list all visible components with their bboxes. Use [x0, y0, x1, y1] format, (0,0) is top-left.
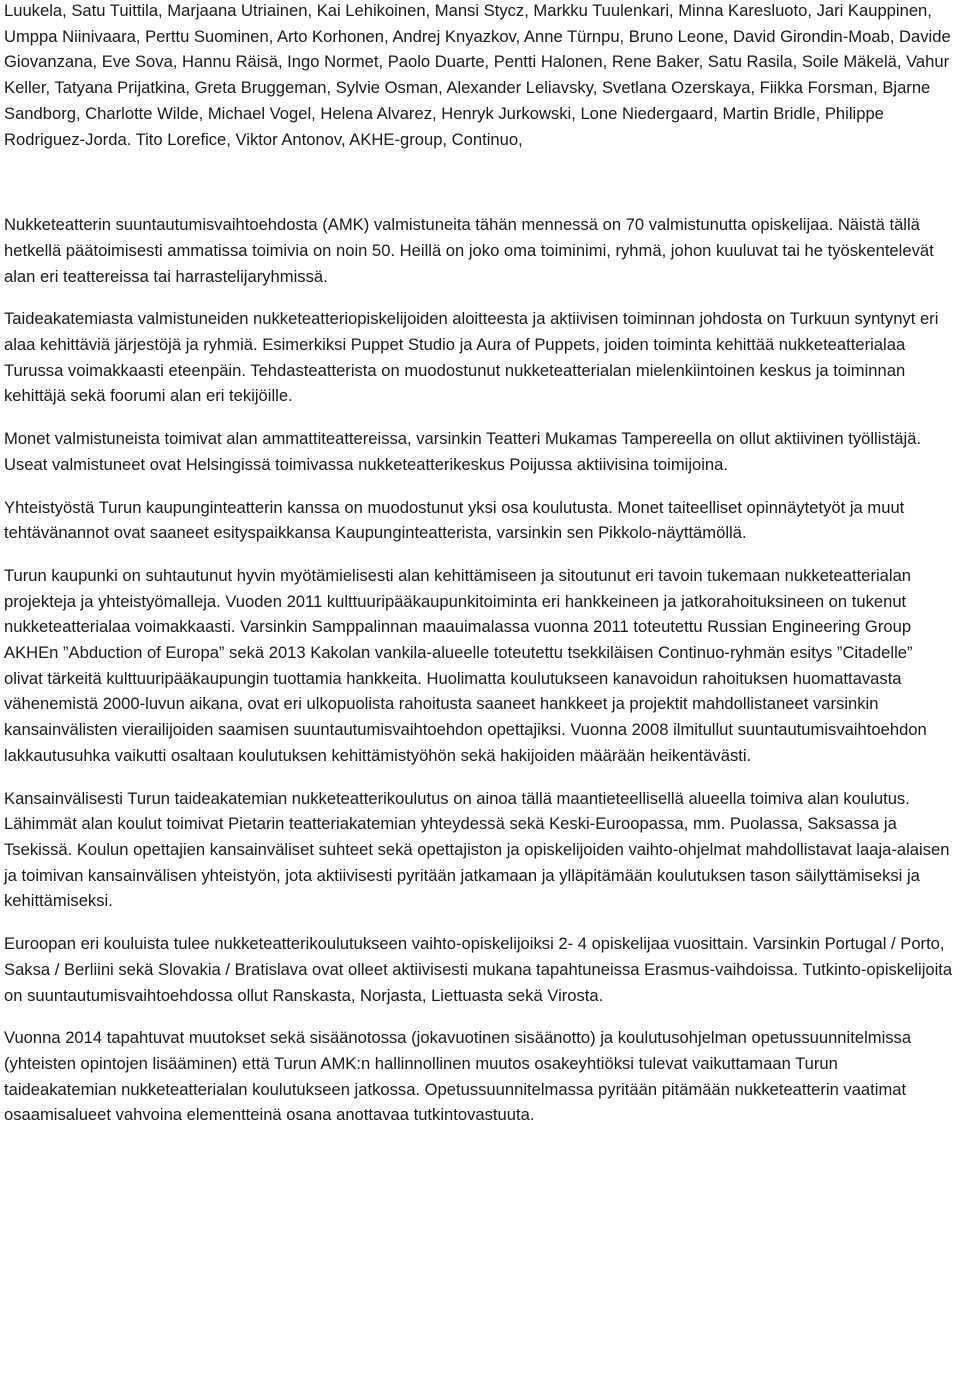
paragraph-gap	[4, 769, 954, 786]
paragraph-gap	[4, 1008, 954, 1025]
paragraph-gap	[4, 914, 954, 931]
paragraph-gap	[4, 478, 954, 495]
city-support-paragraph: Turun kaupunki on suhtautunut hyvin myötämielisesti alan kehittämiseen ja sitoutunut eri tavoin tukemaan nukketeatterialan projekteja ja yhteistyömalleja. Vuoden 2011 kulttuuripääkaupunkitoiminta eri hankkeineen ja jatkorahoituksineen on tukenut nukketeatterialaa voimakkaasti. Varsinkin Samppalinnan maauimalassa vuonna 2011 toteutettu Russian Engineering Group AKHEn ”Abduction of Europa” sekä 2013 Kakolan vankila-alueelle toteutettu tsekkiläisen Continuo-ryhmän esitys ”Citadelle” olivat tärkeitä kulttuuripääkaupungin tuottamia hankkeita. Huolimatta koulutukseen kanavoidun rahoituksen huomattavasta vähenemistä 2000-luvun aikana, ovat eri ulkopuolista rahoitusta saaneet hankkeet ja projektit mahdollistaneet varsinkin kansainvälisten vierailijoiden saamisen suuntautumisvaihtoehdon opettajiksi. Vuonna 2008 ilmitullut suuntautumisvaihtoehdon lakkautusuhka vaikutti osaltaan koulutuksen kehittämistyöhön sekä hakijoiden määrään heikentävästi.	[4, 565, 927, 765]
changes-2014-paragraph: Vuonna 2014 tapahtuvat muutokset sekä sisäänotossa (jokavuotinen sisäänotto) ja koulutusohjelman opetussuunnitelmissa (yhteisten opintojen lisääminen) että Turun AMK:n hallinnollinen muutos osakeyhtiöksi tulevat vaikuttamaan Turun taideakatemian nukketeatterialan koulutukseen jatkossa. Opetussuunnitelmassa pyritään pitämään nukketeatterin vaatimat osaamisalueet vahvoina elementteinä osana anottavaa tutkintovastuuta.	[4, 1028, 912, 1125]
section-gap	[4, 152, 954, 212]
exchange-students-paragraph: Euroopan eri kouluista tulee nukketeatterikoulutukseen vaihto-opiskelijoiksi 2- 4 opiskelijaa vuosittain. Varsinkin Portugal / Porto, Saksa / Berliini sekä Slovakia / Bratislava ovat olleet aktiivisesti mukana tapahtuneissa Erasmus-vaihdoissa. Tutkinto-opiskelijoita on suuntautumisvaihtoehdossa ollut Ranskasta, Norjasta, Liettuasta sekä Virosta.	[4, 934, 953, 1005]
paragraph-gap	[4, 289, 954, 306]
organizations-paragraph: Taideakatemiasta valmistuneiden nukketeatteriopiskelijoiden aloitteesta ja aktiivisen toiminnan johdosta on Turkuun syntynyt eri alaa kehittäviä järjestöjä ja ryhmiä. Esimerkiksi Puppet Studio ja Aura of Puppets, joiden toiminta kehittää nukketeatterialaa Turussa voimakkaasti eteenpäin. Tehdasteatterista on muodostunut nukketeatterialan mielenkiintoinen keskus ja toiminnan kehittäjä sekä foorumi alan eri tekijöille.	[4, 309, 939, 406]
document-page	[4, 0, 954, 1128]
international-paragraph: Kansainvälisesti Turun taideakatemian nukketeatterikoulutus on ainoa tällä maantieteellisellä alueella toimiva alan koulutus. Lähimmät alan koulut toimivat Pietarin teatteriakatemian yhteydessä sekä Keski-Euroopassa, mm. Puolassa, Saksassa ja Tsekissä. Koulun opettajien kansainväliset suhteet sekä opettajiston ja opiskelijoiden vaihto-ohjelmat mahdollistavat laaja-alaisen ja toimivan kansainvälisen yhteistyön, jota aktiivisesti pyritään jatkamaan ja ylläpitämään koulutuksen tason säilyttämiseksi ja kehittämiseksi.	[4, 788, 950, 911]
graduates-paragraph: Nukketeatterin suuntautumisvaihtoehdosta (AMK) valmistuneita tähän mennessä on 70 valmistunutta opiskelijaa. Näistä tällä hetkellä päätoimisesti ammatissa toimivia on noin 50. Heillä on joko oma toiminimi, ryhmä, johon kuuluvat tai he työskentelevät alan eri teattereissa tai harrastelijaryhmissä.	[4, 215, 934, 286]
paragraph-gap	[4, 409, 954, 426]
credits-paragraph: Luukela, Satu Tuittila, Marjaana Utriainen, Kai Lehikoinen, Mansi Stycz, Markku Tuulenkari, Minna Karesluoto, Jari Kauppinen, Umppa Niinivaara, Perttu Suominen, Arto Korhonen, Andrej Knyazkov, Anne Türnpu, Bruno Leone, David Girondin-Moab, Davide Giovanzana, Eve Sova, Hannu Räisä, Ingo Normet, Paolo Duarte, Pentti Halonen, Rene Baker, Satu Rasila, Soile Mäkelä, Vahur Keller, Tatyana Prijatkina, Greta Bruggeman, Sylvie Osman, Alexander Leliavsky, Svetlana Ozerskaya, Fiikka Forsman, Bjarne Sandborg, Charlotte Wilde, Michael Vogel, Helena Alvarez, Henryk Jurkowski, Lone Niedergaard, Martin Bridle, Philippe Rodriguez-Jorda. Tito Lorefice, Viktor Antonov, AKHE-group, Continuo,	[4, 1, 951, 149]
employment-paragraph: Monet valmistuneista toimivat alan ammattiteattereissa, varsinkin Teatteri Mukamas Tampereella on ollut aktiivinen työllistäjä. Useat valmistuneet ovat Helsingissä toimivassa nukketeatterikeskus Poijussa aktiivisina toimijoina.	[4, 429, 922, 474]
paragraph-gap	[4, 546, 954, 563]
city-theatre-paragraph: Yhteistyöstä Turun kaupunginteatterin kanssa on muodostunut yksi osa koulutusta. Monet taiteelliset opinnäytetyöt ja muut tehtävänannot ovat saaneet esityspaikkansa Kaupunginteatterista, varsinkin sen Pikkolo-näyttämöllä.	[4, 497, 905, 543]
